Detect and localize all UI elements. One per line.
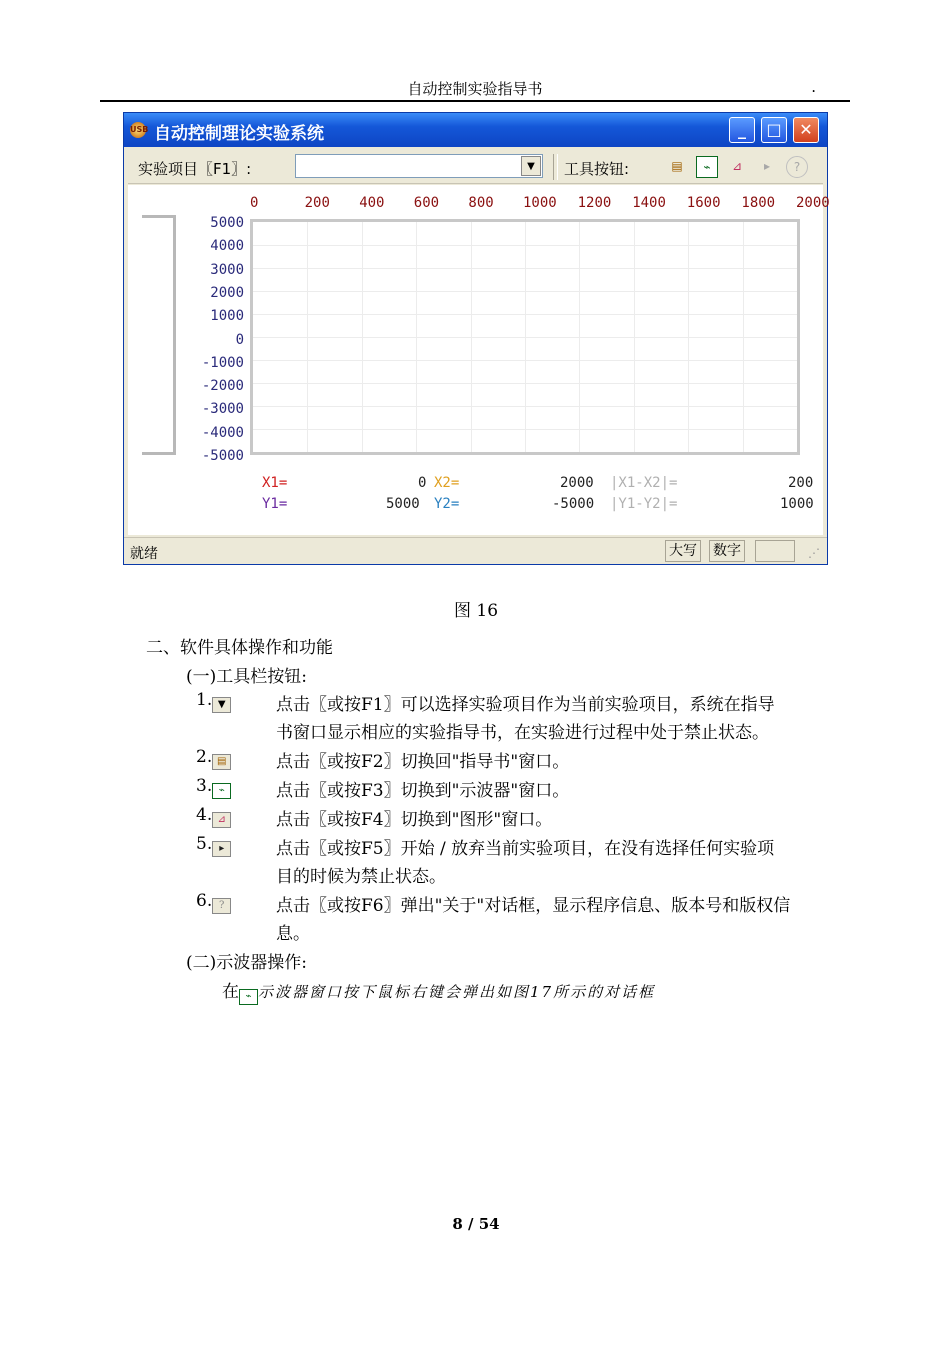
item-5-num: 5. — [196, 834, 213, 854]
y-tick-label: -1000 — [201, 354, 244, 371]
x-tick-label: 800 — [468, 195, 494, 211]
y-tick-label: 1000 — [210, 308, 244, 325]
y-tick-label: -2000 — [201, 378, 244, 395]
subsection-oscilloscope: (二)示波器操作: — [186, 953, 307, 973]
y1-label: Y1= — [262, 496, 288, 512]
app-icon: USB — [130, 122, 146, 138]
oscilloscope-icon[interactable]: ⌁ — [696, 156, 718, 178]
page-header — [100, 78, 850, 102]
item-3-line1: 点击〖或按F3〗切换到"示波器"窗口。 — [276, 781, 570, 801]
item-1-num: 1. — [196, 690, 213, 710]
x2-value: 2000 — [560, 475, 594, 491]
chevron-down-icon[interactable]: ▼ — [521, 156, 541, 176]
resize-grip-icon[interactable]: ⋰ — [808, 546, 820, 560]
grid-line-horizontal — [253, 337, 797, 338]
tools-label: 工具按钮: — [564, 160, 630, 178]
item-1 — [196, 690, 231, 713]
project-select[interactable] — [295, 154, 543, 178]
item-2 — [196, 747, 231, 770]
caps-indicator: 大写 — [665, 540, 701, 562]
oscilloscope-note — [222, 977, 655, 1005]
grid-line-horizontal — [253, 360, 797, 361]
x-tick-label: 2000 — [796, 195, 830, 211]
y1-value: 5000 — [386, 496, 420, 512]
item-5 — [196, 834, 231, 857]
y2-value: -5000 — [552, 496, 595, 512]
help-icon[interactable]: ? — [786, 156, 808, 178]
status-ready: 就绪 — [130, 546, 158, 562]
y-tick-label: 3000 — [210, 261, 244, 278]
x1-value: 0 — [418, 475, 427, 491]
status-empty-panel — [755, 540, 795, 562]
y-tick-label: 5000 — [210, 215, 244, 231]
plot-bracket — [142, 215, 176, 455]
x-tick-label: 600 — [413, 195, 440, 211]
item-4-num: 4. — [196, 805, 213, 825]
item-2-num: 2. — [196, 747, 213, 767]
num-indicator: 数字 — [709, 540, 745, 562]
y-tick-label: -5000 — [201, 448, 244, 464]
window-title: 自动控制理论实验系统 — [154, 124, 324, 144]
guide-icon[interactable]: ▤ — [671, 159, 683, 173]
grid-line-vertical — [634, 222, 635, 452]
item-6-line2: 息。 — [276, 924, 310, 944]
y-tick-label: 2000 — [210, 284, 244, 301]
dy-value: 1000 — [780, 496, 814, 512]
y-tick-label: 0 — [235, 331, 244, 348]
grid-line-horizontal — [253, 429, 797, 430]
y-tick-label: 4000 — [210, 238, 244, 255]
x-tick-label: 200 — [304, 195, 330, 211]
item-1-line1: 点击〖或按F1〗可以选择实验项目作为当前实验项目，系统在指导 — [276, 695, 775, 715]
x1-label: X1= — [262, 475, 288, 491]
grid-line-vertical — [579, 222, 580, 452]
item-5-line2: 目的时候为禁止状态。 — [276, 867, 446, 887]
item-5-line1: 点击〖或按F5〗开始 / 放弃当前实验项目，在没有选择任何实验项 — [276, 839, 775, 859]
note-text: 示波器窗口按下鼠标右键会弹出如图17所示的对话框 — [258, 983, 656, 1001]
oscilloscope-icon: ⌁ — [212, 783, 231, 799]
close-button[interactable]: ✕ — [793, 117, 819, 143]
guide-icon: ▤ — [212, 754, 231, 770]
x-tick-label: 1400 — [632, 195, 666, 211]
item-6-num: 6. — [196, 891, 213, 911]
grid-line-horizontal — [253, 406, 797, 407]
graph-icon[interactable]: ⊿ — [731, 159, 743, 173]
subsection-toolbar: (一)工具栏按钮: — [186, 667, 307, 687]
graph-icon: ⊿ — [212, 812, 231, 828]
oscilloscope-plot[interactable] — [128, 185, 830, 535]
grid-line-vertical — [743, 222, 744, 452]
x-tick-label: 1600 — [686, 195, 721, 211]
help-icon: ? — [212, 898, 231, 914]
header-title: 自动控制实验指导书 — [407, 80, 543, 98]
play-icon: ▸ — [212, 841, 231, 857]
item-4-line1: 点击〖或按F4〗切换到"图形"窗口。 — [276, 810, 553, 830]
x-tick-label: 1200 — [577, 195, 612, 211]
item-1-line2: 书窗口显示相应的实验指导书，在实验进行过程中处于禁止状态。 — [276, 723, 769, 743]
header-dot: . — [811, 78, 816, 96]
app-window — [123, 112, 828, 565]
x2-label: X2= — [434, 475, 460, 491]
section-title: 二、软件具体操作和功能 — [146, 638, 333, 658]
x-tick-label: 0 — [250, 195, 259, 211]
dx-label: |X1-X2|= — [610, 475, 678, 491]
minimize-button[interactable]: _ — [729, 117, 755, 143]
grid-line-vertical — [688, 222, 689, 452]
dx-value: 200 — [788, 475, 814, 491]
item-6 — [196, 891, 231, 914]
play-icon[interactable]: ▸ — [763, 159, 771, 173]
dy-label: |Y1-Y2|= — [610, 496, 678, 512]
dropdown-icon: ▼ — [212, 697, 231, 713]
item-6-line1: 点击〖或按F6〗弹出"关于"对话框，显示程序信息、版本号和版权信 — [276, 896, 791, 916]
item-2-line1: 点击〖或按F2〗切换回"指导书"窗口。 — [276, 752, 570, 772]
page-number: 8 / 54 — [452, 1215, 500, 1233]
toolbar — [128, 151, 823, 184]
grid-line-horizontal — [253, 383, 797, 384]
toolbar-separator — [553, 154, 558, 180]
note-prefix: 在 — [222, 982, 239, 1002]
status-bar — [124, 537, 827, 565]
y2-label: Y2= — [434, 496, 460, 512]
project-label: 实验项目〖F1〗: — [138, 160, 252, 178]
plot-grid[interactable] — [250, 219, 800, 455]
item-3-num: 3. — [196, 776, 213, 796]
figure-caption: 图 16 — [453, 601, 499, 621]
x-tick-label: 1000 — [523, 195, 557, 211]
item-3 — [196, 776, 231, 799]
y-tick-label: -3000 — [201, 401, 244, 418]
x-tick-label: 1800 — [741, 195, 776, 211]
maximize-button[interactable]: □ — [761, 117, 787, 143]
item-4 — [196, 805, 231, 828]
oscilloscope-icon: ⌁ — [239, 989, 258, 1005]
title-bar[interactable] — [124, 113, 827, 147]
x-tick-label: 400 — [359, 195, 385, 211]
y-tick-label: -4000 — [201, 424, 244, 441]
